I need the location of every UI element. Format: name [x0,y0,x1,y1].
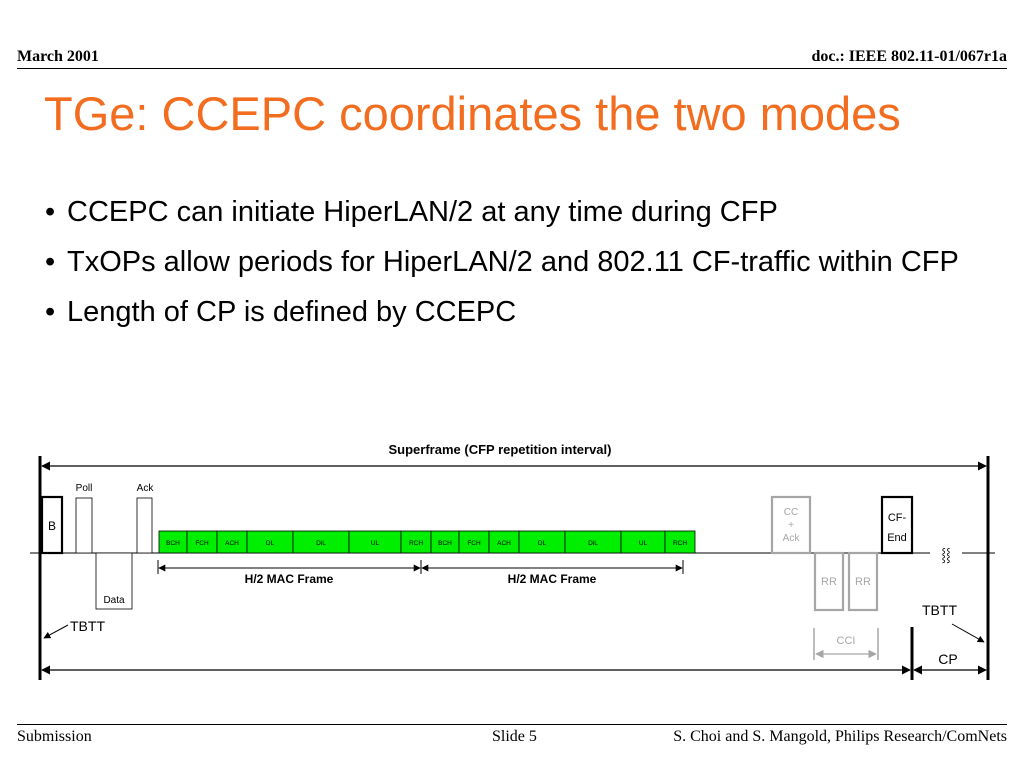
beacon-label: B [47,519,57,533]
bullet-list [44,195,984,345]
header-doc-id: doc.: IEEE 802.11-01/067r1a [811,48,1007,65]
footer-authors: S. Choi and S. Mangold, Philips Research/ComNets [673,728,1007,745]
cci-label: CCI [836,635,856,647]
frame-cell-label: BCH [166,540,180,547]
rr-label-2: RR [855,576,871,588]
bullet-item: • TxOPs allow periods for HiperLAN/2 and 802.11 CF-traffic within CFP [44,245,984,280]
cc-ack-label-line2: + [788,520,794,531]
tbtt-pointer-right [952,624,984,642]
superframe-diagram [0,430,1024,690]
slide-title: TGe: CCEPC coordinates the two modes [44,87,901,140]
cc-ack-label-line1: CC [783,507,799,518]
cf-end-label-line2: End [887,532,907,544]
bullet-item: • Length of CP is defined by CCEPC [44,295,984,330]
frame-cell-label: DiL [588,540,598,547]
cc-ack-label-line3: Ack [782,533,800,544]
bullet-item: • CCEPC can initiate HiperLAN/2 at any time during CFP [44,195,984,230]
frame-cell-label: ACH [497,540,511,547]
frame-cell-label: UL [638,540,648,547]
header-date: March 2001 [17,48,99,65]
cf-end-block [882,497,912,553]
frame-cell-label: UL [370,540,380,547]
superframe-label: Superframe (CFP repetition interval) [388,442,612,457]
poll-block [76,498,92,553]
ack-label: Ack [136,483,154,494]
frame-cell-label: ACH [225,540,239,547]
frame-cell-label: DL [265,540,275,547]
frame-cell-label: FCH [195,540,209,547]
frame-cell-label: DiL [316,540,326,547]
frame-cell-label: BCH [438,540,452,547]
timeline-break-mark: ⸾⸾ [941,547,951,562]
frame-cell-label: DL [537,540,547,547]
hiperlan2-frame-row [159,531,695,553]
footer-divider [17,724,1007,725]
ack-block [137,498,152,553]
frame-cell-label: RCH [672,540,688,547]
poll-label: Poll [75,483,93,494]
cp-label: CP [938,651,958,667]
rr-label-1: RR [821,576,837,588]
tbtt-label-right: TBTT [922,602,957,618]
footer-slide-number: Slide 5 [492,728,537,745]
frame-cell-label: FCH [467,540,481,547]
data-label: Data [103,595,125,606]
mac-frame-label-1: H/2 MAC Frame [244,572,334,586]
tbtt-pointer-left [44,625,68,638]
cf-end-label-line1: CF- [887,512,907,524]
tbtt-label-left: TBTT [70,618,105,634]
footer-submission: Submission [17,728,92,745]
frame-cell-label: RCH [408,540,424,547]
header-divider [17,68,1007,69]
mac-frame-label-2: H/2 MAC Frame [507,572,597,586]
